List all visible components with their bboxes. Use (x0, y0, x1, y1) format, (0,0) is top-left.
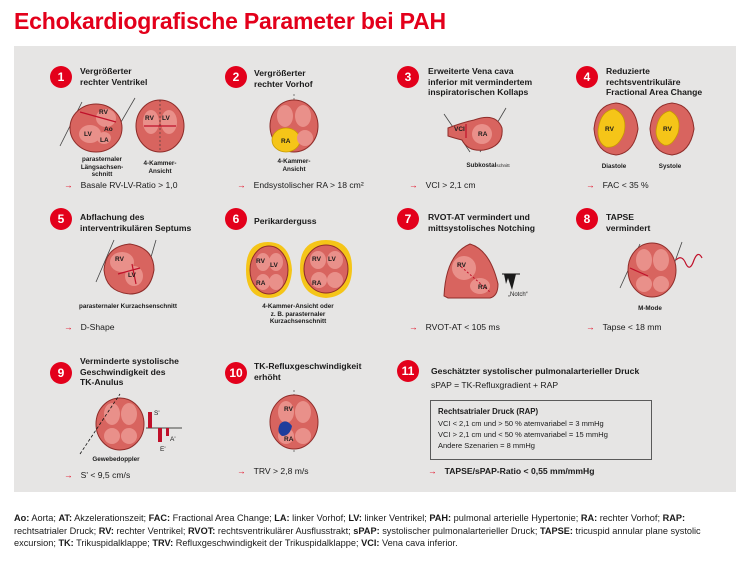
notch-label: „Notch“ (508, 292, 528, 298)
label-rv: RV (115, 256, 124, 263)
label-lv: LV (328, 256, 336, 263)
label-ao: Ao (104, 126, 113, 133)
heart-illustration-10 (264, 392, 328, 454)
caption-1b: 4-Kammer- Ansicht (143, 160, 177, 175)
label-la: LA (100, 137, 109, 144)
step-badge-2: 2 (225, 66, 247, 88)
result-2: → Endsystolischer RA > 18 cm² (237, 180, 364, 190)
heading-2: Vergrößerter rechter Vorhof (254, 68, 313, 89)
step-badge-7: 7 (397, 208, 419, 230)
heart-illustration-4 (586, 101, 700, 157)
result-7: → RVOT-AT < 105 ms (409, 322, 500, 332)
arrow-right-icon: → (237, 466, 246, 476)
label-rv: RV (312, 256, 321, 263)
step-badge-9: 9 (50, 362, 72, 384)
label-e-prime: E' (160, 446, 166, 453)
heading-9: Verminderte systolische Geschwindigkeit des TK-Anulus (80, 356, 179, 387)
label-lv: LV (270, 262, 278, 269)
label-vci: VCI (454, 126, 465, 133)
step-badge-5: 5 (50, 208, 72, 230)
step-badge-4: 4 (576, 66, 598, 88)
spap-formula: sPAP = TK-Refluxgradient + RAP (431, 380, 559, 390)
result-8: → Tapse < 18 mm (586, 322, 662, 332)
page-title: Echokardiografische Parameter bei PAH (14, 8, 446, 34)
arrow-right-icon: → (586, 180, 595, 190)
heart-illustration-1 (60, 96, 210, 156)
heart-illustration-6 (242, 240, 354, 300)
label-rv: RV (99, 109, 108, 116)
caption-8: M-Mode (638, 305, 662, 312)
label-lv: LV (84, 131, 92, 138)
heart-illustration-9 (80, 394, 190, 460)
heading-4: Reduzierte rechtsventrikuläre Fractional Area Change (606, 66, 703, 97)
arrow-right-icon: → (64, 322, 73, 332)
label-lv: LV (162, 115, 170, 122)
caption-9: Gewebedoppler (92, 456, 140, 463)
label-rv: RV (457, 262, 466, 269)
rap-box-line: VCI > 2,1 cm und < 50 % atemvariabel = 15 mmHg (438, 430, 608, 439)
step-badge-6: 6 (225, 208, 247, 230)
rap-box-line: VCI < 2,1 cm und > 50 % atemvariabel = 3 mmHg (438, 419, 604, 428)
heart-illustration-5 (92, 240, 172, 296)
result-4: → FAC < 35 % (586, 180, 649, 190)
caption-4a: Diastole (601, 163, 627, 170)
step-badge-11: 11 (397, 360, 419, 382)
caption-2: 4-Kammer- Ansicht (277, 158, 311, 173)
rap-box-line: Andere Szenarien = 8 mmHg (438, 441, 535, 450)
arrow-right-icon: → (428, 466, 437, 476)
caption-4b: Systole (658, 163, 682, 170)
step-badge-10: 10 (225, 362, 247, 384)
heart-illustration-8 (620, 238, 704, 300)
result-1: → Basale RV-LV-Ratio > 1,0 (64, 180, 178, 190)
heading-11: Geschätzter systolischer pulmonalarterieller Druck (431, 366, 640, 376)
label-rv: RV (605, 126, 614, 133)
label-ra: RA (256, 280, 266, 287)
rap-box-title: Rechtsatrialer Druck (RAP) (438, 407, 539, 416)
label-rv: RV (663, 126, 672, 133)
result-9: → S' < 9,5 cm/s (64, 470, 131, 480)
heading-6: Perikarderguss (254, 216, 317, 226)
label-rv: RV (284, 406, 293, 413)
caption-3: Subkostalschnitt (466, 162, 510, 169)
label-lv: LV (128, 272, 136, 279)
heading-10: TK-Refluxgeschwindigkeit erhöht (254, 361, 362, 382)
heading-7: RVOT-AT vermindert und mittsystolisches Notching (428, 212, 535, 233)
heading-8: TAPSE vermindert (606, 212, 651, 233)
label-rv: RV (145, 115, 154, 122)
label-a-prime: A' (170, 436, 176, 443)
result-10: → TRV > 2,8 m/s (237, 466, 309, 476)
step-badge-1: 1 (50, 66, 72, 88)
heart-illustration-7 (440, 240, 540, 300)
label-rv: RV (256, 258, 265, 265)
arrow-right-icon: → (409, 322, 418, 332)
caption-1a: parasternaler Längsachsen- schnitt (80, 156, 124, 179)
arrow-right-icon: → (64, 180, 73, 190)
label-ra: RA (478, 131, 488, 138)
heading-5: Abflachung des interventrikulären Septums (80, 212, 192, 233)
step-badge-8: 8 (576, 208, 598, 230)
heading-1: Vergrößerter rechter Ventrikel (80, 66, 148, 87)
caption-5: parasternaler Kurzachsenschnitt (79, 303, 177, 310)
caption-6: 4-Kammer-Ansicht oder z. B. parasternaler Kurzachsenschnitt (262, 303, 334, 326)
label-ra: RA (281, 138, 291, 145)
heart-illustration-2 (264, 96, 324, 156)
label-ra: RA (284, 436, 294, 443)
result-11: → TAPSE/sPAP-Ratio < 0,55 mm/mmHg (428, 466, 595, 476)
heading-3: Erweiterte Vena cava inferior mit vermindertem inspiratorischen Kollaps (428, 66, 533, 97)
label-ra: RA (312, 280, 322, 287)
arrow-right-icon: → (237, 180, 246, 190)
rap-box (430, 400, 652, 460)
label-s-prime: S' (154, 410, 160, 417)
step-badge-3: 3 (397, 66, 419, 88)
arrow-right-icon: → (409, 180, 418, 190)
result-3: → VCI > 2,1 cm (409, 180, 476, 190)
label-ra: RA (478, 284, 488, 291)
result-5: → D-Shape (64, 322, 115, 332)
arrow-right-icon: → (64, 470, 73, 480)
abbreviation-legend: Ao: Aorta; AT: Akzelerationszeit; FAC: Fractional Area Change; LA: linker Vorhof; LV: linker Ventrikel; PAH: pulmonal arterielle Hypertonie; RA: rechter Vorhof; RAP: rechtsatrialer Druck; RV: rechter Ventrikel; RVOT: rechtsventrikulärer Ausflusstrakt; sPAP: systolischer pulmonalarterieller Druck; TAPSE: tricuspid annular plane systolic excursion; TK: Trikuspidalklappe; TRV: Refluxgeschwindigkeit der Trikuspidalklappe; VCI: Vena cava inferior. (14, 513, 701, 549)
arrow-right-icon: → (586, 322, 595, 332)
